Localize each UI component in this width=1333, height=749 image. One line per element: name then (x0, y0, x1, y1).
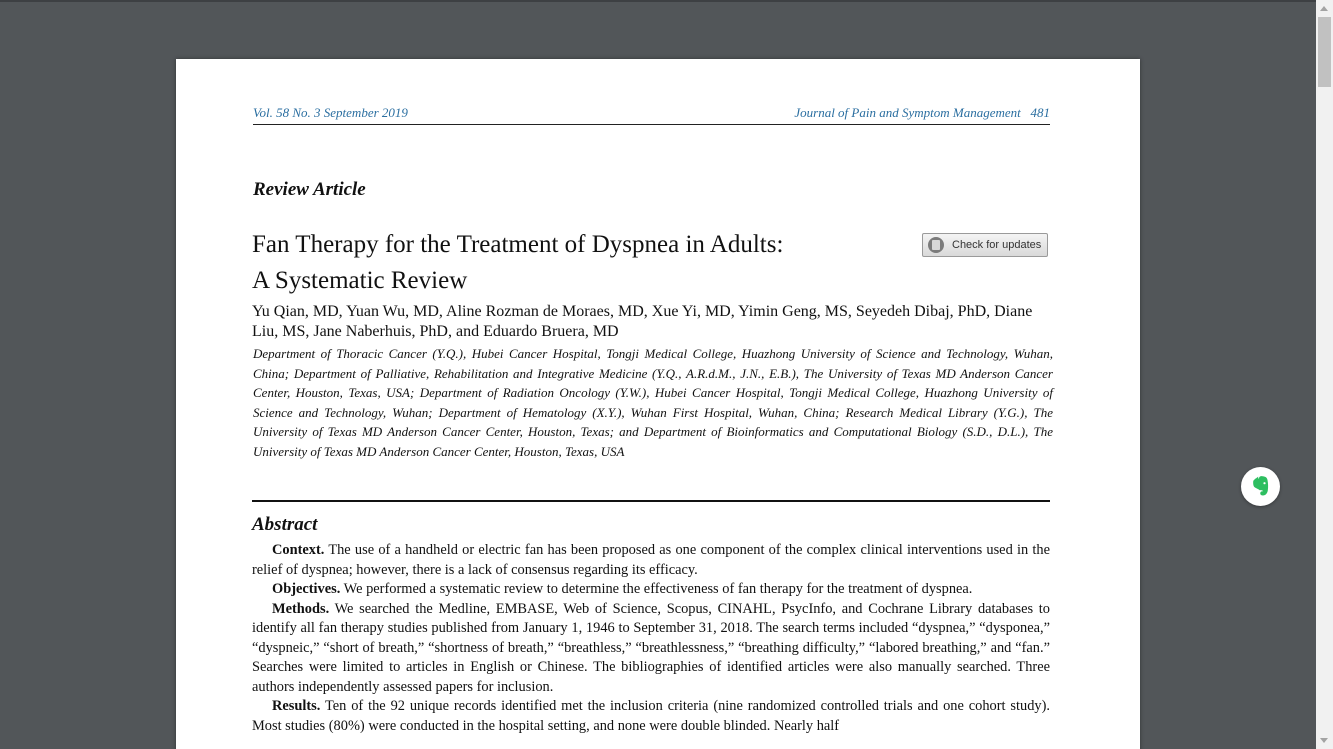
abstract-heading: Abstract (252, 514, 318, 535)
scroll-down-arrow-icon[interactable] (1316, 732, 1333, 749)
author-affiliations: Department of Thoracic Cancer (Y.Q.), Hubei Cancer Hospital, Tongji Medical College, Huazhong University of Science and Technology, Wuhan, China; Department of Palliative, Rehabilitation and Integrative Medicine (Y.Q., A.R.d.M., J.N., E.B.), The University of Texas MD Anderson Cancer Center, Houston, Texas, USA; Department of Radiation Oncology (Y.W.), Hubei Cancer Hospital, Tongji Medical College, Huazhong University of Science and Technology, Wuhan; Department of Hematology (X.Y.), Wuhan First Hospital, Wuhan, China; Research Medical Library (Y.G.), The University of Texas MD Anderson Cancer Center, Houston, Texas; and Department of Bioinformatics and Computational Biology (S.D., D.L.), The University of Texas MD Anderson Cancer Center, Houston, Texas, USA (253, 346, 1053, 459)
running-head (253, 105, 1050, 125)
pdf-page (176, 59, 1140, 749)
abstract-objectives (252, 580, 1050, 600)
evernote-button[interactable] (1241, 467, 1280, 506)
abstract-context-label: Context. (272, 542, 325, 558)
check-for-updates-label: Check for updates (952, 239, 1042, 251)
running-head-volume: Vol. 58 No. 3 September 2019 (253, 105, 408, 120)
abstract-context-text: The use of a handheld or electric fan has been proposed as one component of the complex clinical interventions used in the relief of dyspnea; however, there is a lack of consensus regarding its efficacy. (252, 542, 1050, 578)
abstract-context (252, 541, 1050, 580)
vertical-scrollbar[interactable] (1316, 0, 1333, 749)
scroll-up-arrow-icon[interactable] (1316, 0, 1333, 17)
abstract-objectives-label: Objectives. (272, 581, 341, 597)
article-type: Review Article (253, 179, 366, 200)
author-list: Yu Qian, MD, Yuan Wu, MD, Aline Rozman de Moraes, MD, Xue Yi, MD, Yimin Geng, MS, Seyedeh Dibaj, PhD, Diane Liu, MS, Jane Naberhuis, PhD, and Eduardo Bruera, MD (252, 303, 1033, 340)
evernote-elephant-icon (1241, 467, 1280, 506)
scrollbar-thumb[interactable] (1318, 17, 1331, 87)
section-divider (252, 500, 1050, 502)
abstract-methods-text: We searched the Medline, EMBASE, Web of Science, Scopus, CINAHL, PsycInfo, and Cochrane Library databases to identify all fan therapy studies published from January 1, 1946 to September 31, 2018. The search terms included “dyspnea,” “dysponea,” “dyspneic,” “short of breath,” “shortness of breath,” “breathless,” “breathlessness,” “breathing difficulty,” “labored breathing,” and “fan.” Searches were limited to articles in English or Chinese. The bibliographies of identified articles were also manually searched. Three authors independently assessed papers for inclusion. (252, 600, 1050, 695)
article-title (252, 227, 892, 299)
check-for-updates-button[interactable] (922, 233, 1048, 257)
abstract-methods-label: Methods. (272, 600, 330, 617)
abstract-objectives-text: We performed a systematic review to determine the effectiveness of fan therapy for the treatment of dyspnea. (340, 581, 973, 597)
article-title-line-1: Fan Therapy for the Treatment of Dyspnea in Adults: (252, 231, 784, 258)
abstract-results-label: Results. (272, 698, 321, 714)
abstract-results-text: Ten of the 92 unique records identified met the inclusion criteria (nine randomized controlled trials and one cohort study). Most studies (80%) were conducted in the hospital setting, and none were double blinded. Nearly half (252, 698, 1050, 734)
running-head-journal: Journal of Pain and Symptom Management 481 (794, 105, 1050, 120)
abstract-methods (252, 600, 1050, 698)
viewer-top-border (0, 0, 1316, 2)
abstract-results (252, 697, 1050, 736)
check-for-updates-icon (928, 237, 944, 253)
article-title-line-2: A Systematic Review (252, 267, 468, 294)
abstract-body (252, 541, 1050, 736)
